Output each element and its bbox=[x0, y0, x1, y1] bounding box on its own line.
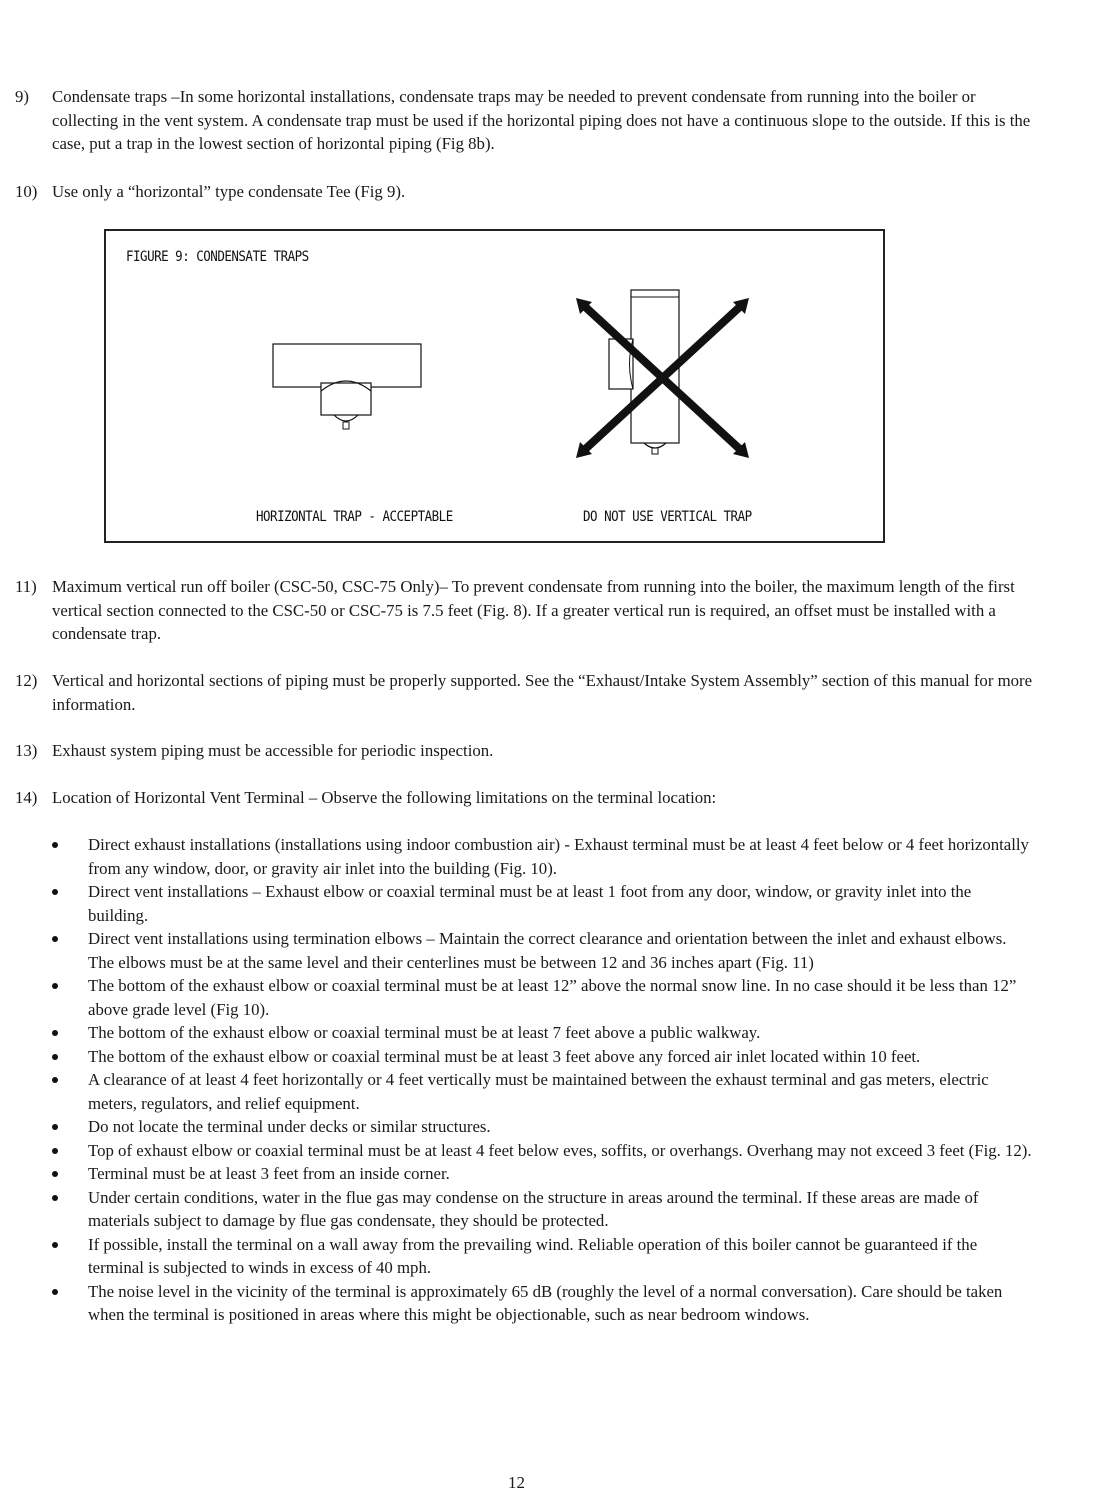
bullet-item: Top of exhaust elbow or coaxial terminal must be at least 4 feet below eves, soffits, or overhangs. Overhang may not exceed 3 feet (Fig. 12). bbox=[0, 1139, 1033, 1163]
right-caption: DO NOT USE VERTICAL TRAP bbox=[583, 507, 752, 525]
bullet-icon bbox=[52, 1054, 58, 1060]
figure-title: FIGURE 9: CONDENSATE TRAPS bbox=[126, 247, 309, 265]
bullet-item: Direct exhaust installations (installations using indoor combustion air) - Exhaust terminal must be at least 4 feet below or 4 feet horizontally from any window, door, or gravity air inlet into the building (Fig. 10). bbox=[0, 833, 1033, 880]
figure-condensate-traps bbox=[104, 229, 885, 543]
bullet-item: The noise level in the vicinity of the terminal is approximately 65 dB (roughly the level of a normal conversation). Care should be taken when the terminal is positioned in areas where this might be objectionable, such as near bedroom windows. bbox=[0, 1280, 1033, 1327]
bullet-icon bbox=[52, 1171, 58, 1177]
item-number: 14) bbox=[15, 788, 38, 807]
item-number: 13) bbox=[15, 741, 38, 760]
bullet-icon bbox=[52, 842, 58, 848]
bullet-icon bbox=[52, 1077, 58, 1083]
item-text: Vertical and horizontal sections of piping must be properly supported. See the “Exhaust/Intake System Assembly” section of this manual for more information. bbox=[52, 671, 1033, 714]
bullet-item: Terminal must be at least 3 feet from an inside corner. bbox=[0, 1162, 1033, 1186]
page-number: 12 bbox=[508, 1473, 525, 1492]
bullet-icon bbox=[52, 1195, 58, 1201]
bullet-item: The bottom of the exhaust elbow or coaxial terminal must be at least 7 feet above a public walkway. bbox=[0, 1021, 1033, 1045]
bullet-item: Direct vent installations – Exhaust elbow or coaxial terminal must be at least 1 foot from any door, window, or gravity inlet into the building. bbox=[0, 880, 1033, 927]
bullet-icon bbox=[52, 1124, 58, 1130]
bullet-item: The bottom of the exhaust elbow or coaxial terminal must be at least 12” above the normal snow line. In no case should it be less than 12” above grade level (Fig 10). bbox=[0, 974, 1033, 1021]
bullet-icon bbox=[52, 1242, 58, 1248]
item-text: Exhaust system piping must be accessible for periodic inspection. bbox=[52, 741, 494, 760]
bullet-icon bbox=[52, 889, 58, 895]
bullet-icon bbox=[52, 983, 58, 989]
item-text: Use only a “horizontal” type condensate Tee (Fig 9). bbox=[52, 182, 406, 201]
item-text: Location of Horizontal Vent Terminal – Observe the following limitations on the terminal location: bbox=[52, 788, 717, 807]
terminal-limitations-list bbox=[0, 833, 1060, 1327]
item-number: 12) bbox=[15, 671, 38, 690]
left-caption: HORIZONTAL TRAP - ACCEPTABLE bbox=[256, 507, 453, 525]
bullet-item: The bottom of the exhaust elbow or coaxial terminal must be at least 3 feet above any forced air inlet located within 10 feet. bbox=[0, 1045, 1033, 1069]
bullet-item: Under certain conditions, water in the flue gas may condense on the structure in areas around the terminal. If these areas are made of materials subject to damage by flue gas condensate, they should be protected. bbox=[0, 1186, 1033, 1233]
item-number: 10) bbox=[15, 182, 38, 201]
item-text: Condensate traps –In some horizontal installations, condensate traps may be needed to prevent condensate from running into the boiler or collecting in the vent system. A condensate trap must be used if the horizontal piping does not have a continuous slope to the outside. If this is the case, put a trap in the lowest section of horizontal piping (Fig 8b). bbox=[52, 87, 1031, 153]
item-number: 11) bbox=[15, 577, 37, 596]
bullet-item: Direct vent installations using termination elbows – Maintain the correct clearance and orientation between the inlet and exhaust elbows. The elbows must be at the same level and their centerlines must be between 12 and 36 inches apart (Fig. 11) bbox=[0, 927, 1033, 974]
bullet-icon bbox=[52, 936, 58, 942]
item-text: Maximum vertical run off boiler (CSC-50, CSC-75 Only)– To prevent condensate from running into the boiler, the maximum length of the first vertical section connected to the CSC-50 or CSC-75 is 7.5 feet (Fig. 8). If a greater vertical run is required, an offset must be installed with a condensate trap. bbox=[52, 577, 1015, 643]
cross-icon bbox=[106, 231, 887, 545]
bullet-icon bbox=[52, 1289, 58, 1295]
bullet-icon bbox=[52, 1030, 58, 1036]
bullet-item: Do not locate the terminal under decks or similar structures. bbox=[0, 1115, 1033, 1139]
bullet-item: If possible, install the terminal on a wall away from the prevailing wind. Reliable operation of this boiler cannot be guaranteed if the terminal is subjected to winds in excess of 40 mph. bbox=[0, 1233, 1033, 1280]
bullet-item: A clearance of at least 4 feet horizontally or 4 feet vertically must be maintained between the exhaust terminal and gas meters, electric meters, regulators, and relief equipment. bbox=[0, 1068, 1033, 1115]
bullet-icon bbox=[52, 1148, 58, 1154]
item-number: 9) bbox=[15, 87, 29, 106]
